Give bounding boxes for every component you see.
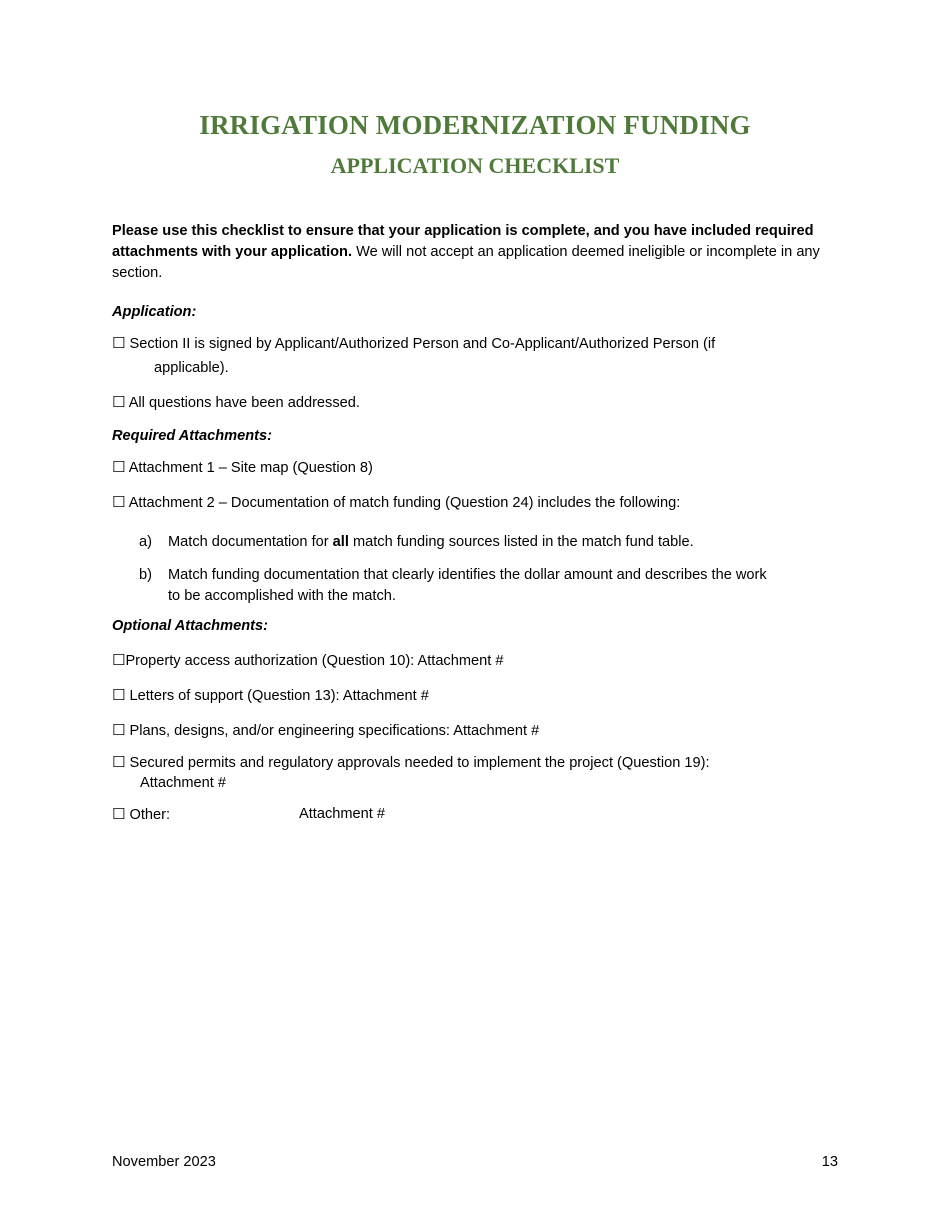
section-heading-application: Application: [112,304,197,320]
sub-item-a [168,532,694,552]
checklist-item-attachment-2 [112,492,680,513]
checkbox[interactable]: ☐ [112,805,126,823]
checklist-item-letters-of-support [112,685,429,706]
checkbox[interactable]: ☐ [112,334,126,352]
checkbox[interactable]: ☐ [112,651,126,669]
checkbox[interactable]: ☐ [112,493,126,511]
other-attachment-label: Attachment # [299,806,385,822]
section-heading-optional-attachments: Optional Attachments: [112,618,268,634]
sub-item-marker-b: b) [139,567,152,583]
checkbox[interactable]: ☐ [112,458,126,476]
document-title: IRRIGATION MODERNIZATION FUNDING [199,110,751,140]
sub-item-marker-a: a) [139,534,152,550]
checklist-item-label: Property access authorization (Question 10): Attachment # [125,653,504,669]
checklist-item-section-ii-signed [112,333,715,354]
checklist-item-label: Plans, designs, and/or engineering specifications: Attachment # [125,723,540,739]
checklist-item-other [112,804,170,825]
checklist-item-label: Section II is signed by Applicant/Authorized Person and Co-Applicant/Authorized Person (if [125,336,716,352]
sub-item-a-text-end: match funding sources listed in the match fund table. [348,534,694,550]
checkbox[interactable]: ☐ [112,686,126,704]
checklist-item-attachment-1 [112,457,373,478]
checklist-item-property-access [112,650,503,671]
checklist-item-plans-designs [112,720,539,741]
checkbox[interactable]: ☐ [112,393,126,411]
footer-page-number: 13 [821,1154,838,1170]
sub-item-b: Match funding documentation that clearly identifies the dollar amount and describes the work [168,567,767,583]
document-subtitle: APPLICATION CHECKLIST [330,153,620,178]
intro-bold-text: Please use this checklist to ensure that your application is complete, and you have included required attachments with your application. [112,223,814,260]
checklist-item-label-continued: applicable). [154,360,229,376]
footer-date: November 2023 [112,1154,216,1170]
intro-normal-text: We will not accept an application deemed ineligible or incomplete in any section. [112,244,820,281]
checklist-item-label: All questions have been addressed. [125,395,360,411]
checklist-item-label-continued: Attachment # [140,775,226,791]
checklist-item-questions-addressed [112,392,360,413]
checklist-item-label: Attachment 2 – Documentation of match funding (Question 24) includes the following: [125,495,681,511]
checklist-item-label: Letters of support (Question 13): Attachment # [125,688,429,704]
sub-item-a-text: Match documentation for [168,534,333,550]
checkbox[interactable]: ☐ [112,721,126,739]
sub-item-a-emphasis: all [332,534,349,550]
section-heading-required-attachments: Required Attachments: [112,428,273,444]
checkbox[interactable]: ☐ [112,753,126,771]
intro-paragraph [112,221,834,284]
checklist-item-secured-permits [112,752,710,773]
checklist-item-label: Other: [125,807,171,823]
checklist-item-label: Attachment 1 – Site map (Question 8) [125,460,373,476]
checklist-item-label: Secured permits and regulatory approvals needed to implement the project (Question 19): [125,755,710,771]
sub-item-b-continued: to be accomplished with the match. [168,588,396,604]
